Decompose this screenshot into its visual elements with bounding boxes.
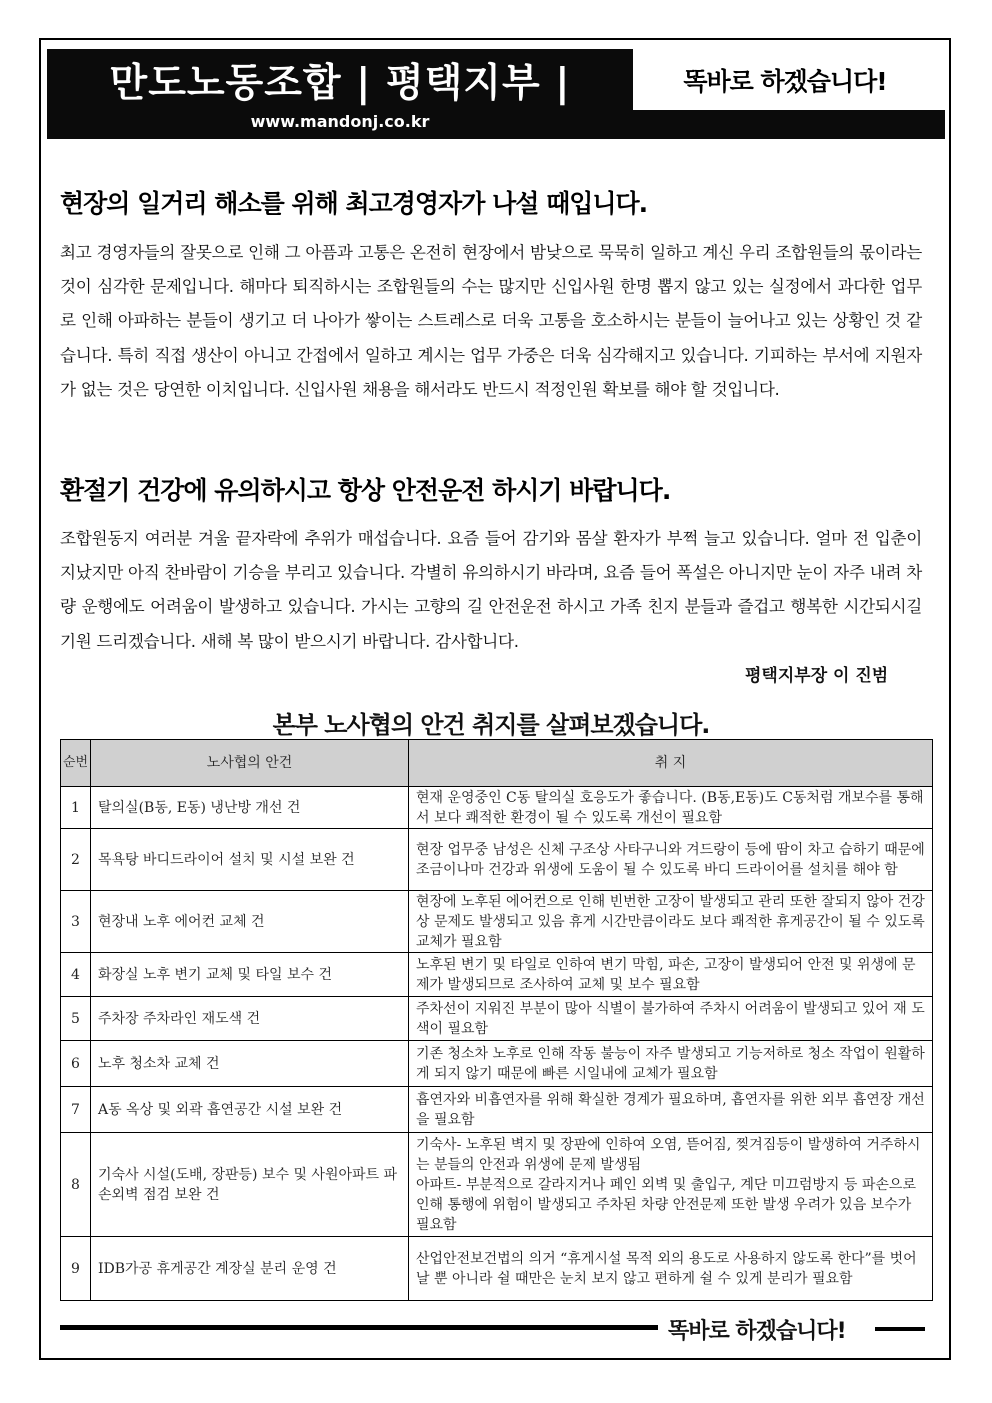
row-topic: A동 옥상 및 외곽 흡연공간 시설 보완 건 bbox=[91, 1087, 409, 1133]
website-url: www.mandonj.co.kr bbox=[250, 112, 430, 131]
table-header-row bbox=[61, 740, 933, 787]
row-purpose: 현장 업무중 남성은 신체 구조상 사타구니와 겨드랑이 등에 땀이 차고 습하기 때문에 조금이나마 건강과 위생에 도움이 될 수 있도록 바디 드라이어를 설치를 해야 함 bbox=[409, 829, 933, 891]
row-topic: 목욕탕 바디드라이어 설치 및 시설 보완 건 bbox=[91, 829, 409, 891]
table-row bbox=[61, 829, 933, 891]
footer-slogan: 똑바로 하겠습니다! bbox=[668, 1319, 846, 1344]
table-row bbox=[61, 1087, 933, 1133]
row-topic: 탈의실(B동, E동) 냉난방 개선 건 bbox=[91, 787, 409, 829]
signature: 평택지부장 이 진범 bbox=[745, 666, 889, 686]
row-topic: 주차장 주차라인 재도색 건 bbox=[91, 997, 409, 1041]
row-topic: 현장내 노후 에어컨 교체 건 bbox=[91, 891, 409, 953]
row-purpose: 기숙사- 노후된 벽지 및 장판에 인하여 오염, 뜯어짐, 찢겨짐등이 발생하여 거주하시는 분들의 안전과 위생에 문제 발생됨 아파트- 부분적으로 갈라지거나 페인 외벽 및 출입구, 계단 미끄럼방지 등 파손으로 인해 통행에 위험이 발생되고 주차된 차량 안전문제 또한 발생 우려가 있음 보수가 필요함 bbox=[409, 1133, 933, 1237]
row-purpose: 기존 청소차 노후로 인해 작동 불능이 자주 발생되고 기능저하로 청소 작업이 원활하게 되지 않기 때문에 빠른 시일내에 교체가 필요함 bbox=[409, 1041, 933, 1087]
row-number: 1 bbox=[61, 787, 91, 829]
table-row bbox=[61, 787, 933, 829]
row-number: 6 bbox=[61, 1041, 91, 1087]
section-1-body: 최고 경영자들의 잘못으로 인해 그 아픔과 고통은 온전히 현장에서 밤낮으로 묵묵히 일하고 계신 우리 조합원들의 몫이라는 것이 심각한 문제입니다. 해마다 퇴직하시는 조합원들의 수는 많지만 신입사원 한명 뽑지 않고 있는 실정에서 과다한 업무로 인해 아파하는 분들이 생기고 더 나아가 쌓이는 스트레스로 더욱 고통을 호소하시는 분들이 늘어나고 있는 상황인 것 같습니다. 특히 직접 생산이 아니고 간접에서 일하고 계시는 업무 가중은 더욱 심각해지고 있습니다. 기피하는 부서에 지원자가 없는 것은 당연한 이치입니다. 신입사원 채용을 해서라도 반드시 적정인원 확보를 해야 할 것입니다. bbox=[60, 243, 922, 399]
section-2-body: 조합원동지 여러분 겨울 끝자락에 추위가 매섭습니다. 요즘 들어 감기와 몸살 환자가 부쩍 늘고 있습니다. 얼마 전 입춘이 지났지만 아직 찬바람이 기승을 부리고 있습니다. 각별히 유의하시기 바라며, 요즘 들어 폭설은 아니지만 눈이 자주 내려 차량 운행에도 어려움이 발생하고 있습니다. 가시는 고향의 길 안전운전 하시고 가족 친지 분들과 즐겁고 행복한 시간되시길 기원 드리겠습니다. 새해 복 많이 받으시기 바랍니다. 감사합니다. bbox=[60, 529, 922, 651]
header-slogan: 똑바로 하겠습니다! bbox=[683, 67, 887, 96]
row-number: 4 bbox=[61, 953, 91, 997]
column-header-purpose: 취 지 bbox=[409, 740, 933, 787]
column-header-agenda: 노사협의 안건 bbox=[91, 740, 409, 787]
row-purpose: 주차선이 지워진 부분이 많아 식별이 불가하여 주차시 어려움이 발생되고 있어 재 도색이 필요함 bbox=[409, 997, 933, 1041]
footer-rule-right bbox=[875, 1327, 925, 1331]
row-number: 3 bbox=[61, 891, 91, 953]
row-number: 7 bbox=[61, 1087, 91, 1133]
table-row bbox=[61, 953, 933, 997]
row-topic: 노후 청소차 교체 건 bbox=[91, 1041, 409, 1087]
row-number: 5 bbox=[61, 997, 91, 1041]
section-1-heading: 현장의 일거리 해소를 위해 최고경영자가 나설 때입니다. bbox=[60, 189, 648, 218]
row-number: 2 bbox=[61, 829, 91, 891]
row-number: 8 bbox=[61, 1133, 91, 1237]
row-purpose: 흡연자와 비흡연자를 위해 확실한 경계가 필요하며, 흡연자를 위한 외부 흡연장 개선을 필요함 bbox=[409, 1087, 933, 1133]
row-topic: IDB가공 휴게공간 계장실 분리 운영 건 bbox=[91, 1237, 409, 1301]
table-row bbox=[61, 997, 933, 1041]
row-topic: 기숙사 시설(도배, 장판등) 보수 및 사원아파트 파손외벽 점검 보완 건 bbox=[91, 1133, 409, 1237]
row-purpose: 현장에 노후된 에어컨으로 인해 빈번한 고장이 발생되고 관리 또한 잘되지 않아 건강상 문제도 발생되고 있음 휴게 시간만큼이라도 보다 쾌적한 휴게공간이 될 수 있도록 교체가 필요함 bbox=[409, 891, 933, 953]
row-number: 9 bbox=[61, 1237, 91, 1301]
row-purpose: 산업안전보건법의 의거 “휴게시설 목적 외의 용도로 사용하지 않도록 한다”를 벗어날 뿐 아니라 쉴 때만은 눈치 보지 않고 편하게 쉴 수 있게 분리가 필요함 bbox=[409, 1237, 933, 1301]
table-row bbox=[61, 1237, 933, 1301]
column-header-number: 순번 bbox=[61, 740, 91, 787]
row-purpose: 현재 운영중인 C동 탈의실 호응도가 좋습니다. (B동,E동)도 C동처럼 개보수를 통해서 보다 쾌적한 환경이 될 수 있도록 개선이 필요함 bbox=[409, 787, 933, 829]
agenda-heading: 본부 노사협의 안건 취지를 살펴보겠습니다. bbox=[272, 711, 710, 739]
footer-rule-left bbox=[60, 1325, 658, 1330]
section-2-heading: 환절기 건강에 유의하시고 항상 안전운전 하시기 바랍니다. bbox=[60, 476, 671, 505]
agenda-table bbox=[60, 739, 933, 1301]
table-row bbox=[61, 1041, 933, 1087]
row-purpose: 노후된 변기 및 타일로 인하여 변기 막힘, 파손, 고장이 발생되어 안전 및 위생에 문제가 발생되므로 조사하여 교체 및 보수 필요함 bbox=[409, 953, 933, 997]
table-row bbox=[61, 1133, 933, 1237]
union-title: 만도노동조합 | 평택지부 | bbox=[109, 61, 571, 106]
table-row bbox=[61, 891, 933, 953]
row-topic: 화장실 노후 변기 교체 및 타일 보수 건 bbox=[91, 953, 409, 997]
